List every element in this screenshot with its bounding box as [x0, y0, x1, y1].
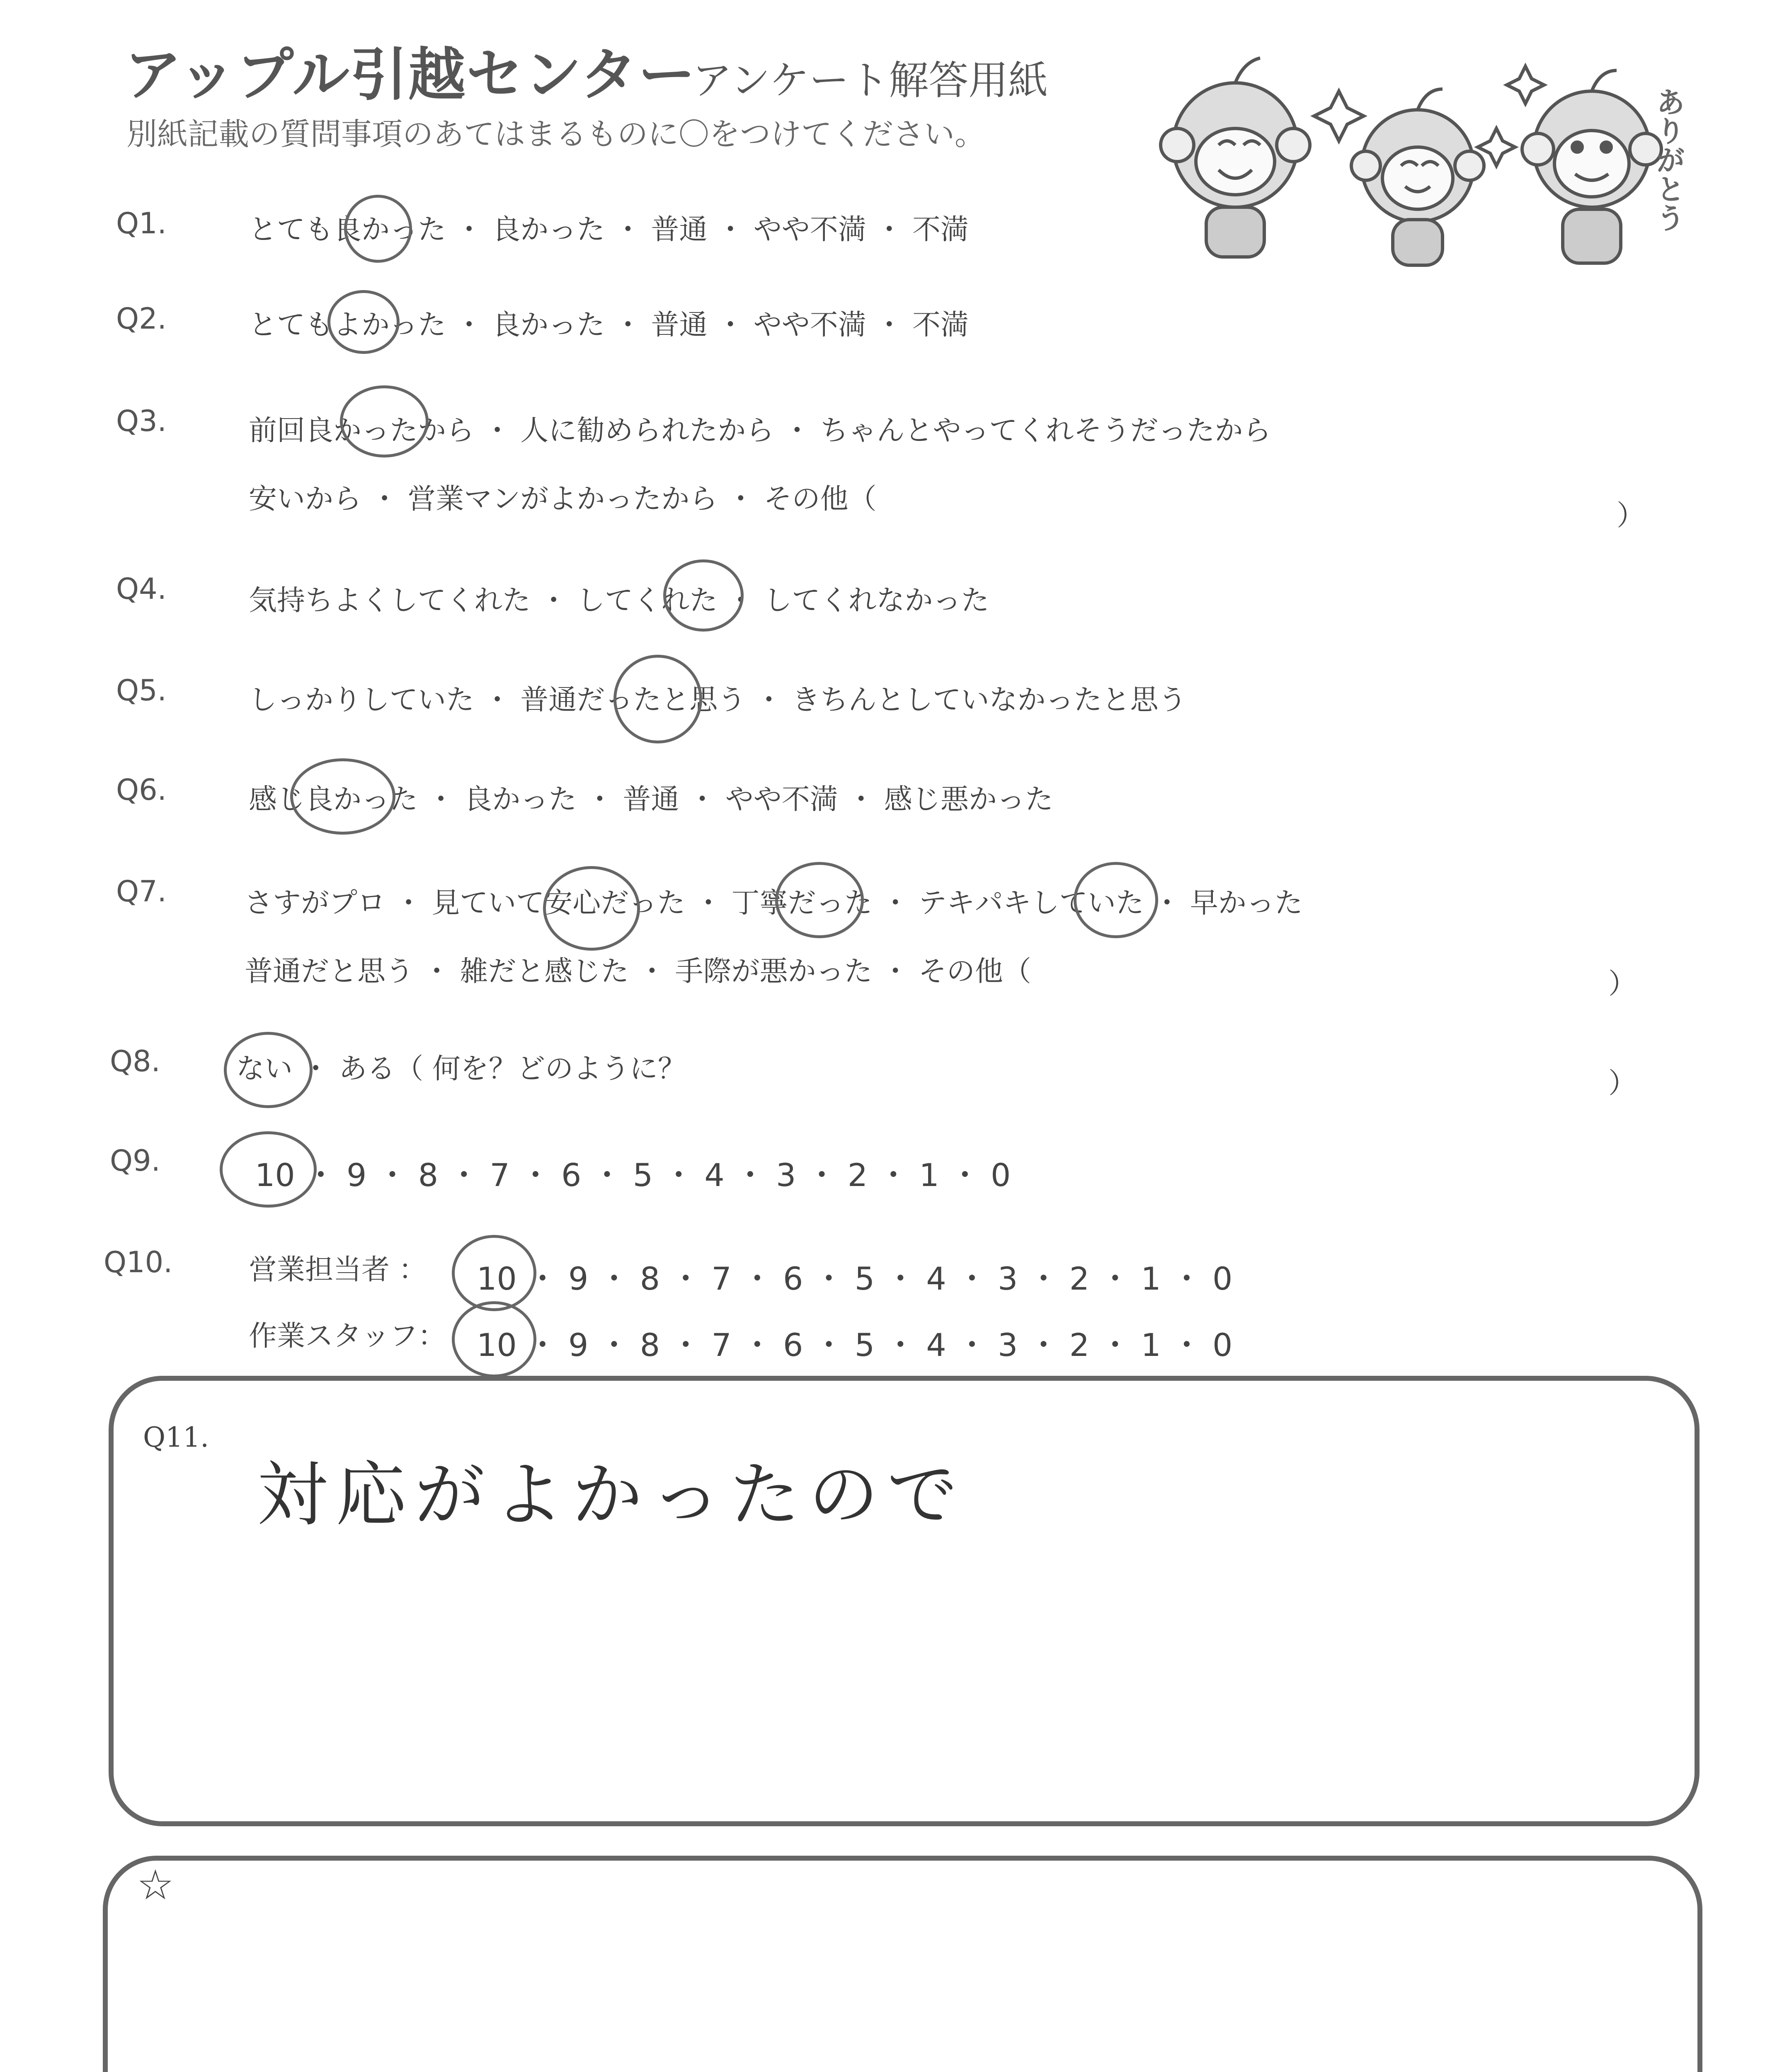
q10-staff-selection-circle[interactable] — [452, 1301, 536, 1377]
q1-label: Q1. — [116, 206, 167, 240]
q11-handwritten-answer: 対応がよかったので — [257, 1454, 966, 1536]
form-instruction: 別紙記載の質問事項のあてはまるものに〇をつけてください。 — [126, 116, 985, 152]
q10-staff-scale: 10 ・ 9 ・ 8 ・ 7 ・ 6 ・ 5 ・ 4 ・ 3 ・ 2 ・ 1 ・ 0 — [477, 1326, 1233, 1363]
q8-close-paren: ） — [1608, 1067, 1637, 1100]
q5-label: Q5. — [116, 673, 167, 707]
q7-selection-circle-3[interactable] — [1074, 862, 1158, 938]
q10-sales-label: 営業担当者 ： — [249, 1254, 427, 1286]
q7-label: Q7. — [116, 874, 167, 908]
q7-selection-circle-2[interactable] — [775, 862, 864, 938]
q2-label: Q2. — [116, 302, 167, 336]
q9-label: Q9. — [110, 1144, 160, 1178]
q8-selection-circle[interactable] — [224, 1032, 313, 1108]
mascot-illustration — [1152, 50, 1708, 274]
mascot-thanks-text: ありがとう — [1651, 87, 1685, 232]
q3-label: Q3. — [116, 404, 167, 438]
q2-selection-circle[interactable] — [327, 290, 400, 354]
q1-options: とても良かった ・ 良かった ・ 普通 ・ やや不満 ・ 不満 — [249, 213, 969, 246]
star-label: ☆ — [137, 1861, 174, 1909]
q5-options: しっかりしていた ・ 普通だったと思う ・ きちんとしていなかったと思う — [249, 684, 1187, 716]
q7-options-line1: さすがプロ ・ 見ていて安心だった ・ 丁寧だった ・ テキパキしていた ・ 早かった — [245, 887, 1303, 920]
q6-selection-circle[interactable] — [290, 758, 395, 835]
q9-selection-circle[interactable] — [220, 1131, 317, 1208]
q10-label: Q10. — [104, 1245, 173, 1279]
q8-options: ない ・ ある（ 何を？どのように？ — [236, 1053, 686, 1085]
q10-sales-selection-circle[interactable] — [452, 1235, 536, 1311]
q5-selection-circle[interactable] — [613, 655, 702, 743]
q1-selection-circle[interactable] — [344, 195, 412, 263]
q6-options: 感じ良かった ・ 良かった ・ 普通 ・ やや不満 ・ 感じ悪かった — [249, 783, 1053, 816]
q9-scale: 10 ・ 9 ・ 8 ・ 7 ・ 6 ・ 5 ・ 4 ・ 3 ・ 2 ・ 1 ・ 0 — [255, 1157, 1011, 1193]
q11-label: Q11. — [143, 1421, 209, 1453]
q2-options: とてもよかった ・ 良かった ・ 普通 ・ やや不満 ・ 不満 — [249, 309, 969, 341]
q8-label: Q8. — [110, 1044, 160, 1078]
q3-selection-circle[interactable] — [340, 385, 429, 457]
q4-selection-circle[interactable] — [663, 559, 744, 632]
q3-close-paren: ） — [1617, 499, 1645, 532]
star-comment-box[interactable] — [103, 1856, 1702, 2072]
q6-label: Q6. — [116, 773, 167, 807]
q7-options-line2: 普通だと思う ・ 雑だと感じた ・ 手際が悪かった ・ その他（ — [245, 955, 1031, 988]
q4-options: 気持ちよくしてくれた ・ してくれた ・ してくれなかった — [249, 584, 989, 617]
q4-label: Q4. — [116, 572, 167, 606]
q7-close-paren: ） — [1608, 968, 1637, 1000]
q3-options-line2: 安いから ・ 営業マンがよかったから ・ その他（ — [249, 483, 877, 516]
q10-sales-scale: 10 ・ 9 ・ 8 ・ 7 ・ 6 ・ 5 ・ 4 ・ 3 ・ 2 ・ 1 ・ 0 — [477, 1260, 1233, 1297]
q7-selection-circle-1[interactable] — [543, 866, 640, 951]
q10-staff-label: 作業スタッフ： — [249, 1320, 446, 1353]
q3-options-line1: 前回良かったから ・ 人に勧められたから ・ ちゃんとやってくれそうだったから — [249, 414, 1271, 447]
form-title: アップル引越センター — [124, 41, 696, 108]
form-subtitle: アンケート解答用紙 — [692, 57, 1048, 104]
